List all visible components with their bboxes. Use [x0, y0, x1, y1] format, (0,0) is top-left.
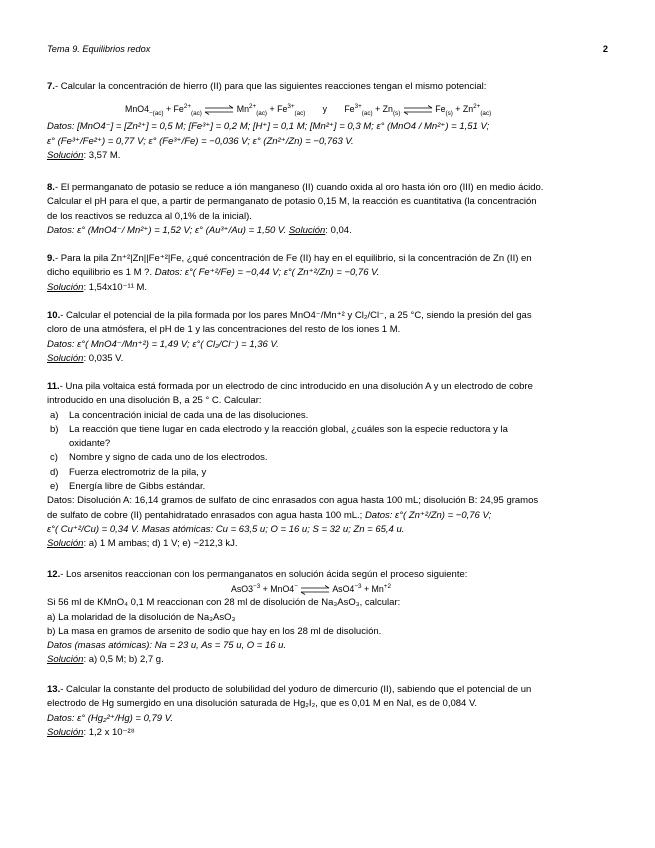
problem-13-line-1: 13.- Calcular la constante del producto de solubilidad del yoduro de dimercurio (II), sabiendo que el potencial de un [47, 684, 532, 695]
problem-9-line-1: 9.- Para la pila Zn⁺²|Zn||Fe⁺²|Fe, ¿qué concentración de Fe (II) hay en el equilibrio, si la concentración de Zn (II) en [47, 253, 532, 264]
page-header [47, 44, 608, 58]
problem-8-line-3: de los reactivos se reduzca al 0,1% de la inicial). [47, 210, 252, 222]
problem-7 [47, 80, 608, 163]
problem-11-data-3: ε°( Cu⁺²/Cu) = 0,34 V. Masas atómicas: Cu = 63,5 u; O = 16 u; S = 32 u; Zn = 65,4 u. [47, 523, 405, 535]
problem-10 [47, 309, 608, 366]
problem-11-data-2: de sulfato de cobre (II) pentahidratado enrasados con agua hasta 100 mL.; Datos: ε°( Zn⁺²/Zn) = −0,76 V; [47, 509, 492, 521]
problem-8-line-2: Calcular el pH para el que, a partir de permanganato de potasio 0,15 M, la reacción es cuantitativa (la concentración [47, 196, 537, 208]
equilibrium-arrow-icon [403, 105, 433, 115]
problem-13-line-2: electrodo de Hg sumergido en una disolución saturada de Hg₂I₂, que es 0,01 M en NaI, es de 0,084 V. [47, 698, 478, 710]
problem-8 [47, 181, 608, 238]
problem-7-statement: 7.- Calcular la concentración de hierro (II) para que las siguientes reacciones tengan el mismo potencial: [47, 81, 487, 92]
problem-10-line-2: cloro de una atmósfera, el pH de 1 y las concentraciones del resto de los iones 1 M. [47, 324, 401, 336]
problem-13-solution: Solución: 1,2 x 10⁻²⁸ [47, 726, 135, 738]
problem-12-solution: Solución: a) 0,5 M; b) 2,7 g. [47, 654, 164, 666]
list-item: e) Energía libre de Gibbs estándar. [50, 481, 206, 493]
equilibrium-arrow-icon [300, 585, 330, 595]
list-item: b) La reacción que tiene lugar en cada electrodo y la reacción global, ¿cuáles son la especie reductora y la oxidante? [50, 423, 508, 450]
problem-7-equations: $MnO4_{-(ac)} + Fe^{2+}_{(ac)}$ $Mn^{2+}_{(ac)} + Fe^{3+}_{(ac)}$ y $Fe^{3+}_{(ac)} + Zn_{(s)}$ $Fe_{(s)} + Zn^{2+}_{(ac)}$ [125, 103, 492, 118]
problem-12-data: Datos (masas atómicas): Na = 23 u, As = 75 u, O = 16 u. [47, 640, 287, 652]
problem-12-line-2: Si 56 ml de KMnO₄ 0,1 M reaccionan con 28 ml de disolución de Na₃AsO₃, calcular: [47, 597, 401, 609]
problem-11-solution: Solución: a) 1 M ambas; d) 1 V; e) −212,3 kJ. [47, 538, 238, 550]
problem-13-data: Datos: ε° (Hg₂²⁺/Hg) = 0,79 V. [47, 712, 173, 724]
problem-12-line-1: 12.- Los arsenitos reaccionan con los permanganatos en solución ácida según el proceso siguiente: [47, 569, 468, 580]
problem-11 [47, 380, 608, 552]
problem-7-solution: Solución: 3,57 M. [47, 149, 121, 161]
problem-11-data: Datos: Disolución A: 16,14 gramos de sulfato de cinc enrasados con agua hasta 100 mL; disolución B: 24,95 gramos [47, 495, 539, 507]
problem-10-line-1: 10.- Calcular el potencial de la pila formada por los pares MnO4⁻/Mn⁺² y Cl₂/Cl⁻, a 25 °C, siendo la presión del gas [47, 310, 532, 321]
problem-7-data-2: ε° (Fe³⁺/Fe²⁺) = 0,77 V; ε° (Fe³⁺/Fe) = −0,036 V; ε° (Zn²⁺/Zn) = −0,763 V. [47, 135, 354, 147]
equilibrium-arrow-icon [204, 105, 234, 115]
problem-10-solution: Solución: 0,035 V. [47, 352, 124, 364]
problem-8-line-1: 8.- El permanganato de potasio se reduce a ión manganeso (II) cuando oxida al oro hasta ión oro (III) en medio ácido. [47, 182, 544, 193]
problem-12-equation: $AsO3^{-3} + MnO4^-$ $AsO4^{-3} + Mn^{+2}$ [231, 583, 391, 595]
problem-11-line-2: introducido en una disolución B, a 25 ° C. Calcular: [47, 395, 262, 407]
problem-7-data: Datos: [MnO4⁻] = [Zn²⁺] = 0,5 M; [Fe³⁺] = 0,2 M; [H⁺] = 0,1 M; [Mn²⁺] = 0,3 M; ε° (MnO4 / Mn²⁺) = 1,51 V; [47, 121, 490, 133]
list-item: a) La concentración inicial de cada una de las disoluciones. [50, 409, 309, 421]
list-item: c) Nombre y signo de cada uno de los electrodos. [50, 452, 268, 464]
problem-9-line-2: dicho equilibrio es 1 M ?. Datos: ε°( Fe⁺²/Fe) = −0,44 V; ε°( Zn⁺²/Zn) = −0,76 V. [47, 267, 380, 279]
problem-number: 7. [47, 81, 55, 92]
problem-12-part-b: b) La masa en gramos de arsenito de sodio que hay en los 28 ml de disolución. [47, 625, 382, 637]
problem-12-part-a: a) La molaridad de la disolución de Na₃AsO₃ [47, 611, 236, 623]
page-number: 2 [602, 44, 608, 54]
problem-8-data: Datos: ε° (MnO4⁻/ Mn²⁺) = 1,52 V; ε° (Au³⁺/Au) = 1,50 V. Solución: 0,04. [47, 224, 352, 236]
problem-11-line-1: 11.- Una pila voltaica está formada por un electrodo de cinc introducido en una disolución A y un electrodo de cobre [47, 381, 533, 392]
header-title: Tema 9. Equilibrios redox [47, 44, 151, 54]
problem-9 [47, 252, 608, 295]
problem-12 [47, 568, 608, 668]
list-item: d) Fuerza electromotriz de la pila, y [50, 466, 207, 478]
problem-11-list [47, 409, 608, 495]
problem-10-data: Datos: ε°( MnO4⁻/Mn⁺²) = 1,49 V; ε°( Cl₂/Cl⁻) = 1,36 V. [47, 338, 279, 350]
problem-9-solution: Solución: 1,54x10⁻¹¹ M. [47, 281, 148, 293]
problem-13 [47, 683, 608, 740]
